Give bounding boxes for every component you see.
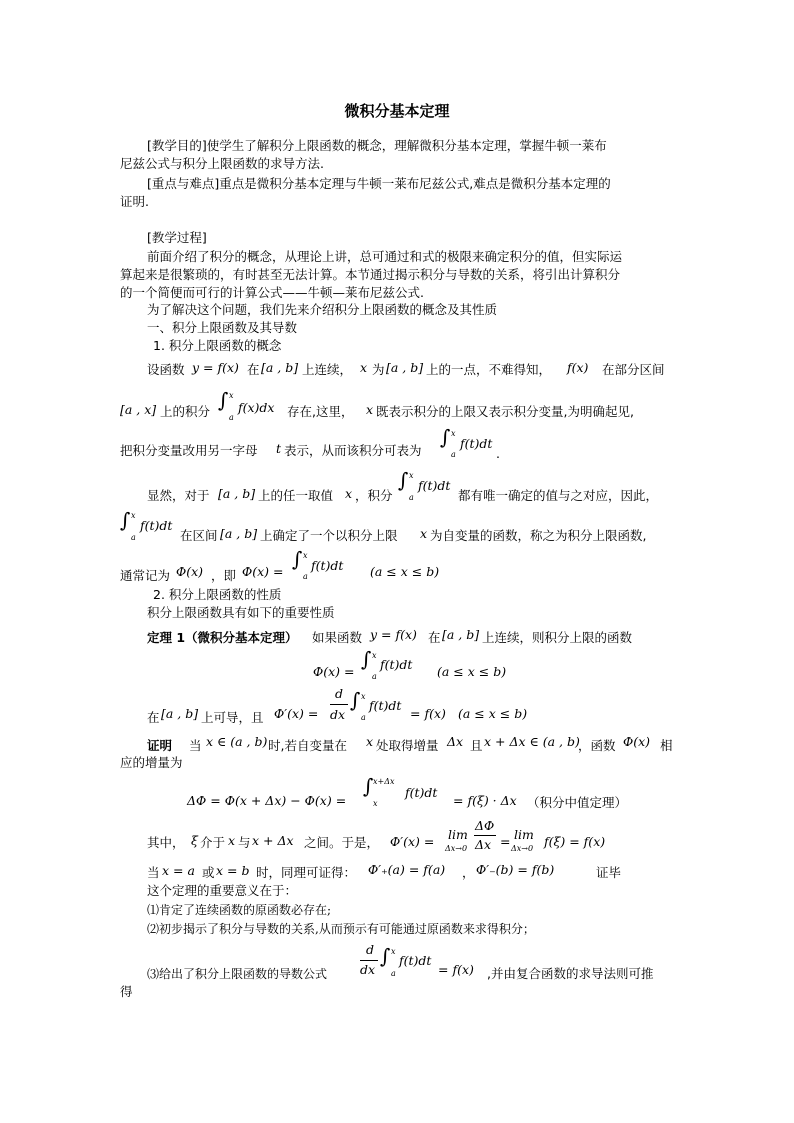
def-text: ，积分 — [355, 488, 393, 503]
theorem-text: 在 — [147, 710, 160, 725]
formula-y-fx: y = f(x) — [370, 627, 417, 642]
formula-fx: f(x) — [567, 360, 589, 375]
fraction-bar — [330, 704, 348, 705]
process-heading: [教学过程] — [147, 230, 207, 245]
fraction-denominator: dx — [360, 962, 376, 977]
integral-lower-limit: a — [361, 713, 366, 722]
integral-sign: ∫ — [292, 547, 303, 571]
fraction-numerator: ΔΦ — [475, 818, 495, 833]
integral-lower-limit: a — [409, 493, 414, 502]
formula-interval-ab: [a , b] — [220, 526, 258, 541]
formula-phi-prime: Φ′(x) = — [274, 706, 319, 721]
def-text: 存在,这里， — [287, 404, 354, 419]
theorem-text: 上可导，且 — [201, 710, 264, 725]
integral-sign: ∫ — [398, 468, 409, 492]
integral-lower-limit: a — [451, 450, 456, 459]
formula-x-plus-dx: x + Δx — [252, 833, 294, 848]
formula-f-xi: f(ξ) = f(x) — [544, 834, 606, 849]
proof-text: 与 — [238, 835, 251, 850]
intro-line-3: 的一个简便而可行的计算公式——牛顿—莱布尼兹公式. — [120, 285, 424, 300]
integral-upper-limit: x+Δx — [373, 777, 395, 786]
integral-upper-limit: x — [131, 511, 136, 520]
formula-interval-ax: [a , x] — [120, 402, 157, 417]
theorem-text: 如果函数 — [312, 630, 363, 645]
document-title: 微积分基本定理 — [344, 102, 450, 120]
formula-integrand-ft: f(t)dt — [369, 698, 402, 713]
fraction-denominator: Δx — [475, 837, 492, 852]
integral-upper-limit: x — [391, 947, 396, 956]
integral-sign: ∫ — [218, 388, 229, 412]
significance-item-3: ⑶给出了积分上限函数的导数公式 — [147, 967, 328, 981]
fraction-numerator: d — [366, 942, 375, 957]
integral-upper-limit: x — [303, 551, 308, 560]
def-text: 上连续， — [302, 362, 353, 377]
formula-phi: Φ(x) — [176, 564, 204, 579]
limit-subscript: Δx→0 — [511, 844, 534, 853]
def-text: 为 — [372, 362, 385, 377]
period-mark: . — [496, 446, 500, 461]
formula-interval-ab: [a , b] — [442, 627, 480, 642]
proof-text: 之间。于是， — [304, 835, 380, 850]
formula-phi-eq: Φ(x) = — [242, 564, 284, 579]
significance-item-2: ⑵初步揭示了积分与导数的关系,从而预示有可能通过原函数来求得积分； — [147, 922, 535, 936]
def-text: 上确定了一个以积分上限 — [260, 528, 398, 543]
def-text: 通常记为 — [120, 568, 171, 583]
formula-x-eq-b: x = b — [216, 863, 250, 878]
formula-x-in-ab: x ∈ (a , b) — [206, 734, 268, 749]
proof-text: 且 — [470, 738, 483, 753]
integral-upper-limit: x — [451, 429, 456, 438]
formula-delta-phi: ΔΦ = Φ(x + Δx) − Φ(x) = — [187, 793, 347, 808]
formula-x: x — [366, 734, 374, 749]
formula-x: x — [345, 486, 353, 501]
formula-interval-ab: [a , b] — [261, 360, 299, 375]
proof-text: ，函数 — [578, 738, 616, 753]
significance-item-3-cont: ,并由复合函数的求导法则可推 — [487, 966, 654, 981]
intro-line-4: 为了解决这个问题，我们先来介绍积分上限函数的概念及其性质 — [147, 302, 498, 317]
theorem-text: 在 — [428, 630, 441, 645]
intro-line-1: 前面介绍了积分的概念，从理论上讲，总可通过和式的极限来确定积分的值，但实际运 — [147, 249, 623, 264]
theorem-text: 上连续，则积分上限的函数 — [482, 630, 633, 645]
section-1-heading: 一、积分上限函数及其导数 — [147, 320, 298, 335]
theorem-label: 定理 1（微积分基本定理） — [147, 630, 298, 645]
def-text: 把积分变量改用另一字母 — [120, 443, 258, 458]
formula-integrand-ft: f(t)dt — [311, 558, 344, 573]
formula-integrand-ft: f(t)dt — [380, 657, 413, 672]
limit-operator: lim — [448, 827, 468, 842]
intro-line-2: 算起来是很繁琐的，有时甚至无法计算。本节通过揭示积分与导数的关系，将引出计算积分 — [120, 267, 621, 282]
formula-integrand-ft: f(t)dt — [418, 478, 451, 493]
formula-x: x — [420, 526, 428, 541]
proof-text: 或 — [202, 865, 215, 880]
formula-interval-ab: [a , b] — [161, 706, 199, 721]
formula-integrand-fx: f(x)dx — [238, 400, 275, 415]
def-text: 上的任一取值 — [258, 488, 334, 503]
integral-upper-limit: x — [409, 471, 414, 480]
formula-phi-minus: Φ′₋(b) = f(b) — [476, 862, 555, 877]
proof-text: 处取得增量 — [376, 738, 439, 753]
def-text: 在 — [247, 362, 260, 377]
formula-phi-plus: Φ′₊(a) = f(a) — [368, 862, 446, 877]
formula-range: (a ≤ x ≤ b) — [370, 564, 440, 579]
integral-sign: ∫ — [363, 774, 374, 798]
integral-lower-limit: a — [372, 672, 377, 681]
formula-eq-fx: = f(x) — [438, 962, 474, 977]
integral-upper-limit: x — [361, 692, 366, 701]
proof-text: 应的增量为 — [120, 755, 183, 770]
integral-sign: ∫ — [350, 688, 361, 712]
integral-sign: ∫ — [120, 508, 131, 532]
key-points-line-2: 证明. — [120, 194, 149, 209]
subsection-2-heading: 2. 积分上限函数的性质 — [153, 587, 282, 602]
def-text: 表示，从而该积分可表为 — [284, 443, 422, 458]
formula-x-dx-in-ab: x + Δx ∈ (a , b) — [484, 734, 580, 749]
formula-mvt: = f(ξ) · Δx — [453, 793, 517, 808]
def-text: 上的一点，不难得知， — [426, 362, 552, 377]
formula-integrand-ft: f(t)dt — [405, 785, 438, 800]
def-text: 为自变量的函数，称之为积分上限函数, — [430, 528, 647, 543]
formula-integrand-ft: f(t)dt — [399, 953, 432, 968]
def-text: 既表示积分的上限又表示积分变量,为明确起见, — [376, 404, 634, 419]
proof-text: ， — [462, 865, 475, 880]
objective-line-1: [教学目的]使学生了解积分上限函数的概念，理解微积分基本定理，掌握牛顿一莱布 — [147, 138, 607, 153]
fraction-bar — [360, 960, 378, 961]
formula-phi-eq: Φ(x) = — [313, 664, 355, 679]
significance-item-1: ⑴肯定了连续函数的原函数必存在; — [147, 903, 332, 917]
formula-phi-prime: Φ′(x) = — [390, 834, 435, 849]
formula-interval-ab: [a , b] — [386, 360, 424, 375]
limit-subscript: Δx→0 — [445, 844, 468, 853]
significance-intro: 这个定理的重要意义在于： — [147, 883, 298, 898]
formula-phi: Φ(x) — [623, 734, 651, 749]
integral-lower-limit: x — [373, 799, 378, 808]
integral-sign: ∫ — [361, 647, 372, 671]
proof-text: 其中， — [147, 835, 185, 850]
fraction-denominator: dx — [330, 707, 346, 722]
formula-range: (a ≤ x ≤ b) — [437, 664, 507, 679]
def-text: 设函数 — [147, 362, 185, 377]
formula-y-fx: y = f(x) — [192, 360, 239, 375]
proof-text: 当 — [189, 738, 202, 753]
objective-line-2: 尼兹公式与积分上限函数的求导方法. — [120, 156, 324, 171]
formula-t: t — [276, 441, 282, 456]
fraction-numerator: d — [335, 686, 344, 701]
integral-upper-limit: x — [372, 651, 377, 660]
property-intro: 积分上限函数具有如下的重要性质 — [147, 605, 335, 620]
formula-integrand-ft: f(t)dt — [460, 436, 493, 451]
equals-sign: = — [500, 834, 511, 849]
formula-x: x — [366, 402, 374, 417]
integral-lower-limit: a — [131, 533, 136, 542]
def-text: 上的积分 — [160, 404, 211, 419]
proof-text: 介于 — [200, 835, 226, 850]
proof-text: 时,若自变量在 — [268, 738, 347, 753]
integral-lower-limit: a — [391, 969, 396, 978]
def-text: ，即 — [211, 568, 237, 583]
integral-lower-limit: a — [229, 413, 234, 422]
def-text: 显然，对于 — [147, 488, 210, 503]
def-text: 在部分区间 — [602, 362, 665, 377]
formula-x: x — [360, 360, 368, 375]
formula-integrand-ft: f(t)dt — [140, 518, 173, 533]
mvt-note: （积分中值定理） — [527, 795, 628, 810]
def-text: 在区间 — [180, 528, 218, 543]
formula-interval-ab: [a , b] — [218, 486, 256, 501]
integral-upper-limit: x — [229, 391, 234, 400]
proof-label: 证明 — [147, 738, 173, 753]
subsection-1-heading: 1. 积分上限函数的概念 — [153, 338, 282, 353]
integral-lower-limit: a — [303, 572, 308, 581]
limit-operator: lim — [514, 827, 534, 842]
fraction-bar — [474, 835, 496, 836]
significance-item-3-end: 得 — [120, 984, 133, 999]
formula-x-eq-a: x = a — [162, 863, 195, 878]
def-text: 都有唯一确定的值与之对应，因此， — [458, 488, 659, 503]
proof-end: 证毕 — [596, 865, 622, 880]
proof-text: 相 — [660, 738, 673, 753]
formula-x: x — [228, 833, 236, 848]
key-points-line-1: [重点与难点]重点是微积分基本定理与牛顿一莱布尼兹公式,难点是微积分基本定理的 — [147, 176, 611, 191]
proof-text: 当 — [147, 865, 160, 880]
formula-xi: ξ — [191, 833, 198, 848]
formula-eq-fx: = f(x) — [410, 706, 446, 721]
formula-delta-x: Δx — [447, 734, 464, 749]
integral-sign: ∫ — [380, 944, 391, 968]
proof-text: 时，同理可证得： — [256, 865, 357, 880]
integral-sign: ∫ — [440, 425, 451, 449]
formula-range: (a ≤ x ≤ b) — [458, 706, 528, 721]
